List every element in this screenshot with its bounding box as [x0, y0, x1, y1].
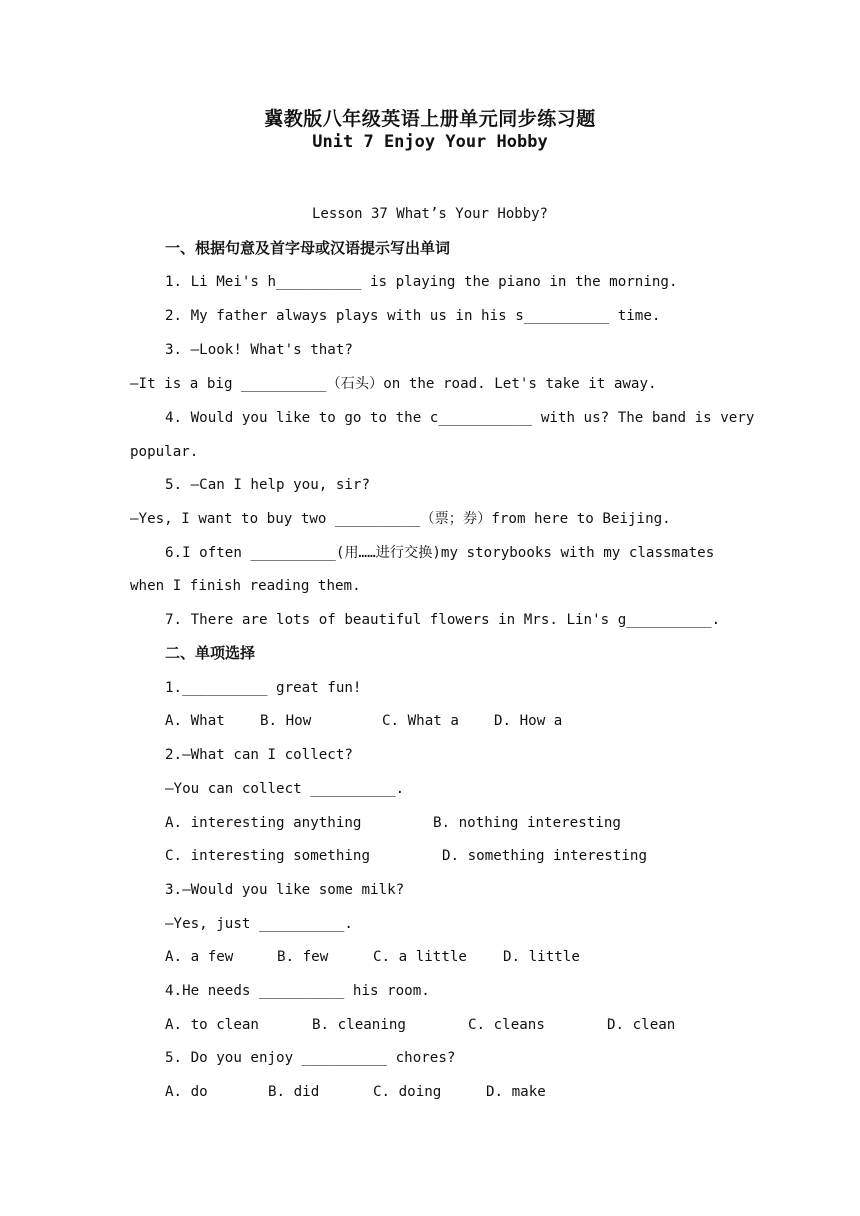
s1-question-3-line2: —It is a big __________（石头）on the road. Let's take it away. [130, 376, 657, 392]
s1-question-4-line1: 4. Would you like to go to the c___________ with us? The band is very [165, 410, 755, 426]
s1-question-1: 1. Li Mei's h__________ is playing the piano in the morning. [165, 274, 678, 290]
section1-heading: 一、根据句意及首字母或汉语提示写出单词 [165, 239, 451, 257]
lesson-title: Lesson 37 What’s Your Hobby? [311, 206, 548, 222]
s2-question-2-stem: 2.—What can I collect? [165, 747, 353, 763]
s2-question-5-stem: 5. Do you enjoy __________ chores? [165, 1050, 456, 1066]
option-a: A. What [165, 713, 225, 729]
s1-question-2: 2. My father always plays with us in his s__________ time. [165, 308, 661, 324]
option-b: B. How [260, 713, 312, 729]
s2-question-3-stem: 3.—Would you like some milk? [165, 882, 405, 898]
document-title: 冀教版八年级英语上册单元同步练习题 [264, 108, 596, 130]
option-b: B. did [268, 1084, 320, 1100]
option-c: C. a little [373, 949, 467, 965]
s2-question-2-stem2: —You can collect __________. [165, 781, 405, 797]
option-a: A. to clean [165, 1017, 259, 1033]
option-c: C. What a [382, 713, 459, 729]
section2-heading: 二、单项选择 [165, 644, 256, 662]
s1-question-4-line2: popular. [130, 444, 199, 460]
option-d: D. something interesting [442, 848, 647, 864]
s1-question-3-line1: 3. —Look! What's that? [165, 342, 353, 358]
s2-question-4-stem: 4.He needs __________ his room. [165, 983, 430, 999]
option-a: A. a few [165, 949, 234, 965]
s1-question-6-line1: 6.I often __________(用……进行交换)my storybooks with my classmates [165, 545, 715, 561]
s1-question-7: 7. There are lots of beautiful flowers in Mrs. Lin's g__________. [165, 612, 721, 628]
option-a: A. interesting anything [165, 815, 362, 831]
s1-question-5-line2: —Yes, I want to buy two __________（票；券）from here to Beijing. [130, 511, 671, 527]
option-c: C. interesting something [165, 848, 370, 864]
option-d: D. How a [494, 713, 563, 729]
s2-question-1-stem: 1.__________ great fun! [165, 680, 362, 696]
option-d: D. make [486, 1084, 546, 1100]
s1-question-5-line1: 5. —Can I help you, sir? [165, 477, 370, 493]
option-d: D. clean [607, 1017, 676, 1033]
option-c: C. doing [373, 1084, 442, 1100]
option-b: B. nothing interesting [433, 815, 621, 831]
unit-title: Unit 7 Enjoy Your Hobby [312, 132, 548, 152]
s2-question-3-stem2: —Yes, just __________. [165, 916, 353, 932]
option-b: B. few [277, 949, 329, 965]
option-b: B. cleaning [312, 1017, 406, 1033]
option-c: C. cleans [468, 1017, 545, 1033]
s1-question-6-line2: when I finish reading them. [130, 578, 361, 594]
option-d: D. little [503, 949, 580, 965]
option-a: A. do [165, 1084, 208, 1100]
